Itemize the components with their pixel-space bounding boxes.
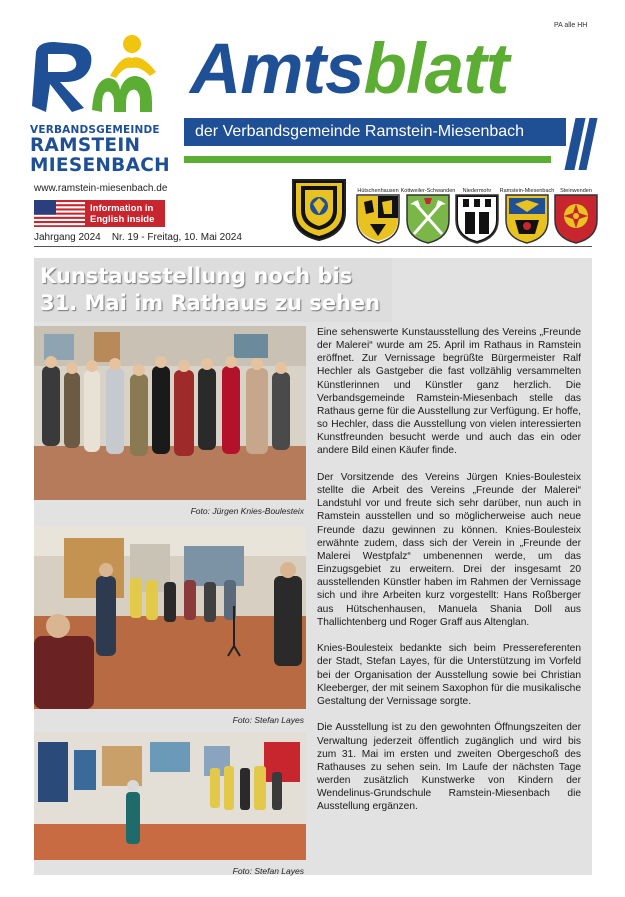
crest-label: Ramstein-Miesenbach <box>499 188 555 194</box>
english-info-line2: English inside <box>90 213 155 225</box>
title-blatt: blatt <box>363 30 509 109</box>
crest-steinwenden-icon <box>554 194 598 244</box>
title-amts: Amts <box>190 30 364 109</box>
crest-kottweiler-icon <box>406 194 450 244</box>
article-paragraph: Die Ausstellung ist zu den gewohnten Öffnungszeiten der Verwaltung jederzeit öffentlich zugänglich und wird bis zum 31. Mai im ersten und zweiten Obergeschoß des Rathauses zu sehen sein. Im Laufe der nächsten Tage werden zusätzlich Kunstwerke von Kindern der Wendelinus-Grundschule Ramstein-Miesenbach die Ausstellung ergänzen. <box>317 722 581 813</box>
crest-verbandsgemeinde-icon <box>291 178 347 242</box>
headline-line-1: Kunstausstellung noch bis <box>40 264 353 288</box>
photo-credit-3: Foto: Stefan Layes <box>232 866 304 876</box>
headline-line-2: 31. Mai im Rathaus zu sehen <box>40 291 381 315</box>
distribution-note: PA alle HH <box>554 22 588 29</box>
article-headline <box>34 258 392 322</box>
crest-huetschenhausen-icon <box>356 194 400 244</box>
photo-credit-1: Foto: Jürgen Knies-Boulesteix <box>190 506 304 516</box>
article-paragraph: Eine sehenswerte Kunstausstellung des Vereins „Freunde der Malerei“ wurde am 25. April im Rathaus in Ramstein eröffnet. Zur Vernissage begrüßte Bürgermeister Ralf Hechler als Gastgeber die fast vollzählig versammelten Künstlerinnen und Künstler ganz herzlich. Die Verbandsgemeinde Ramstein-Miesenbach stelle das Rathaus gerne für die Ausstellung zur Verfügung. Er hoffe, so Hechler, dass die Ausstellung von vielen interessierten Kunstfreunden besucht werde und auch das ein oder andere Bild einen Käufer finde. <box>317 327 581 457</box>
photo-exhibition-gallery <box>34 732 306 860</box>
article-paragraph: Knies-Boulesteix bedankte sich beim Pressereferenten der Stadt, Stefan Layes, für die Unterstützung im Vorfeld bei der Organisation der Ausstellung sowie bei Christian Kleeberger, der mit seinem Saxophon für die musikalische Gestaltung der Vernissage sorgte. <box>317 643 581 707</box>
crest-verbandsgemeinde <box>286 178 352 242</box>
website-link[interactable]: www.ramstein-miesenbach.de <box>34 183 168 194</box>
english-info-line1: Information in <box>90 202 154 214</box>
crest-niedermohr-icon <box>455 194 499 244</box>
crest-label: Niedermohr <box>462 188 492 194</box>
crest-steinwenden <box>546 180 606 244</box>
english-info-badge[interactable] <box>34 200 165 227</box>
crest-label: Steinwenden <box>560 188 592 194</box>
logo-text-verbandsgemeinde: VERBANDSGEMEINDE <box>30 124 160 136</box>
photo-credit-2: Foto: Stefan Layes <box>232 715 304 725</box>
article-paragraph: Der Vorsitzende des Vereins Jürgen Knies-Boulesteix stellte die Arbeit des Vereins „Freunde der Malerei“ Landstuhl vor und freute sich sehr darüber, nun auch in Ramstein ausstellen und so möglicherweise auch neue Freunde dazu gewinnen zu können. Knies-Boulesteix erwähnte zudem, dass sich der Verein in „Freunde der Malerei Westpfalz“ umbenennen werde, um das Einzugsgebiet zu erweitern. Drei der insgesamt 20 ausstellenden Künstler haben im Rahmen der Vernissage sich und ihre Arbeiten kurz vorgestellt: Hans Roßberger aus Hütschenhausen, Manuela Shania Doll aus Thallichtenberg und Roger Graff aus Altenglan. <box>317 471 581 628</box>
logo-text-miesenbach: MIESENBACH <box>30 155 170 176</box>
photo-artists-group <box>34 326 306 500</box>
crest-label: Hütschenhausen <box>357 188 399 194</box>
header-divider <box>34 246 592 247</box>
masthead-subtitle: der Verbandsgemeinde Ramstein-Miesenbach <box>184 118 566 146</box>
masthead-green-bar <box>184 156 551 163</box>
us-flag-icon <box>34 200 85 227</box>
crest-ramstein-icon <box>505 194 549 244</box>
photo-vernissage-hall <box>34 526 306 709</box>
masthead-title <box>190 30 508 110</box>
article-body <box>317 326 581 827</box>
issue-info: Jahrgang 2024 Nr. 19 - Freitag, 10. Mai 2024 <box>34 232 242 243</box>
logo-rm-icon <box>14 24 174 124</box>
logo-text-ramstein: RAMSTEIN <box>30 135 141 156</box>
crest-label: Kottweiler-Schwanden <box>400 188 456 194</box>
